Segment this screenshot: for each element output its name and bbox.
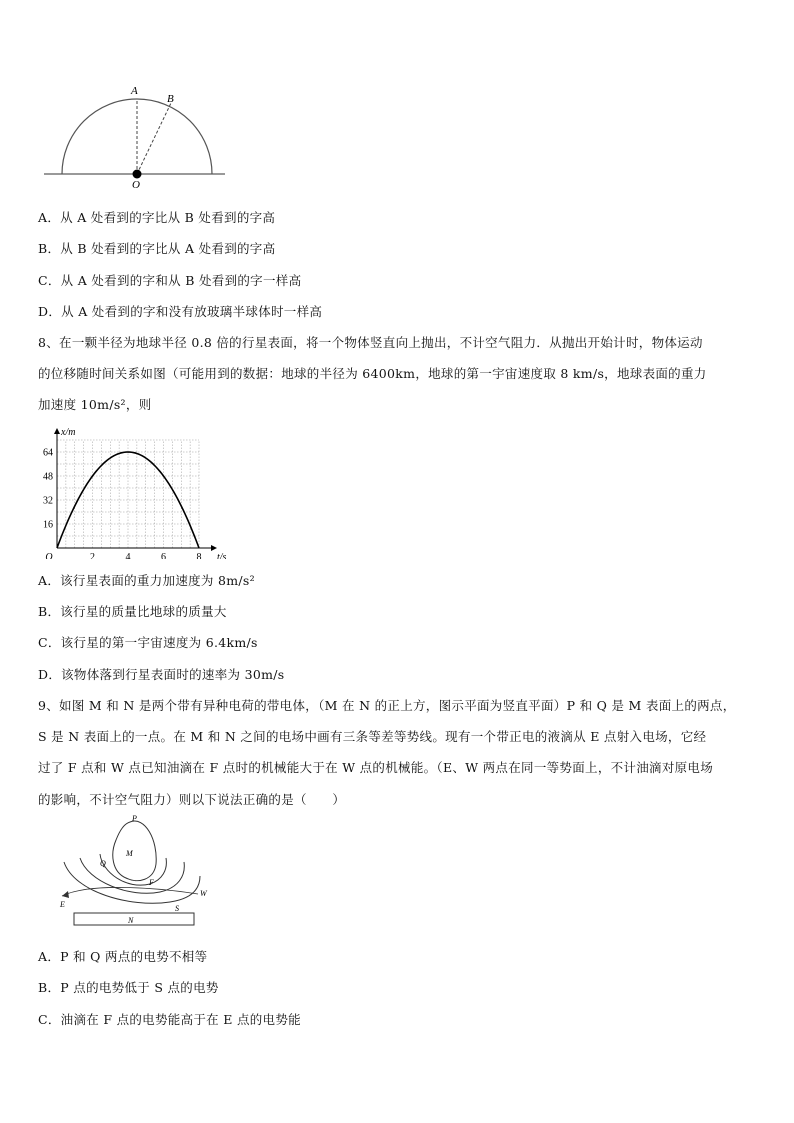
q9-stem-line-2: S 是 N 表面上的一点。在 M 和 N 之间的电场中画有三条等差等势线。现有一个带正电的液滴从 E 点射入电场，它经	[38, 729, 707, 744]
point-o-label: O	[132, 179, 140, 191]
y-axis-label: x/m	[61, 427, 76, 438]
q9-stem-line-3: 过了 F 点和 W 点已知油滴在 F 点时的机械能大于在 W 点的机械能。（E、W 两点在同一等势面上，不计油滴对原电场	[38, 760, 714, 775]
y-tick-label: 32	[43, 495, 53, 507]
electric-field-figure	[50, 812, 230, 932]
label-s: S	[175, 904, 179, 913]
x-axis-arrow-icon	[211, 545, 217, 551]
label-f: F	[149, 878, 154, 887]
q9-stem-line-1: 9、如图 M 和 N 是两个带有异种电荷的带电体，（M 在 N 的正上方，图示平面为竖直平面）P 和 Q 是 M 表面上的两点，	[38, 698, 736, 713]
q9-option-a: A．P 和 Q 两点的电势不相等	[38, 949, 208, 964]
q7-option-d: D．从 A 处看到的字和没有放玻璃半球体时一样高	[38, 304, 323, 319]
q8-option-d: D．该物体落到行星表面时的速率为 30m/s	[38, 667, 285, 682]
y-tick-label: 48	[43, 471, 53, 483]
q8-option-a: A．该行星表面的重力加速度为 8m/s²	[38, 573, 255, 588]
y-tick-label: 16	[43, 519, 53, 531]
q8-stem-line-2: 的位移随时间关系如图（可能用到的数据：地球的半径为 6400km，地球的第一宇宙速度取 8 km/s，地球表面的重力	[38, 366, 707, 381]
label-n: N	[128, 916, 134, 925]
q9-stem-line-4: 的影响，不计空气阻力）则以下说法正确的是（ ）	[38, 792, 346, 807]
origin-label: O	[45, 552, 53, 559]
q8-stem-line-1: 8、在一颗半径为地球半径 0.8 倍的行星表面，将一个物体竖直向上抛出，不计空气阻力．从抛出开始计时，物体运动	[38, 335, 703, 350]
y-tick-label: 64	[43, 447, 53, 459]
q8-option-c: C．该行星的第一宇宙速度为 6.4km/s	[38, 635, 258, 650]
x-tick-label: 8	[196, 552, 202, 559]
point-a-label: A	[131, 85, 138, 97]
x-tick-label: 4	[125, 552, 131, 559]
label-m: M	[126, 849, 133, 858]
x-tick-label: 2	[90, 552, 95, 559]
hemisphere-figure	[40, 80, 240, 195]
x-axis-label: t/s	[217, 552, 227, 559]
label-p: P	[132, 814, 137, 823]
displacement-time-chart	[40, 424, 240, 559]
q8-stem-line-3: 加速度 10m/s²，则	[38, 397, 152, 412]
label-e: E	[60, 900, 65, 909]
q7-option-c: C．从 A 处看到的字和从 B 处看到的字一样高	[38, 273, 302, 288]
q7-option-a: A．从 A 处看到的字比从 B 处看到的字高	[38, 210, 276, 225]
x-tick-label: 6	[161, 552, 166, 559]
q7-option-b: B．从 B 处看到的字比从 A 处看到的字高	[38, 241, 276, 256]
q9-option-b: B．P 点的电势低于 S 点的电势	[38, 980, 219, 995]
y-axis-arrow-icon	[54, 428, 60, 434]
label-q: Q	[100, 859, 106, 868]
label-w: W	[200, 889, 207, 898]
q9-option-c: C．油滴在 F 点的电势能高于在 E 点的电势能	[38, 1012, 301, 1027]
point-b-label: B	[167, 93, 174, 105]
q8-option-b: B．该行星的质量比地球的质量大	[38, 604, 227, 619]
